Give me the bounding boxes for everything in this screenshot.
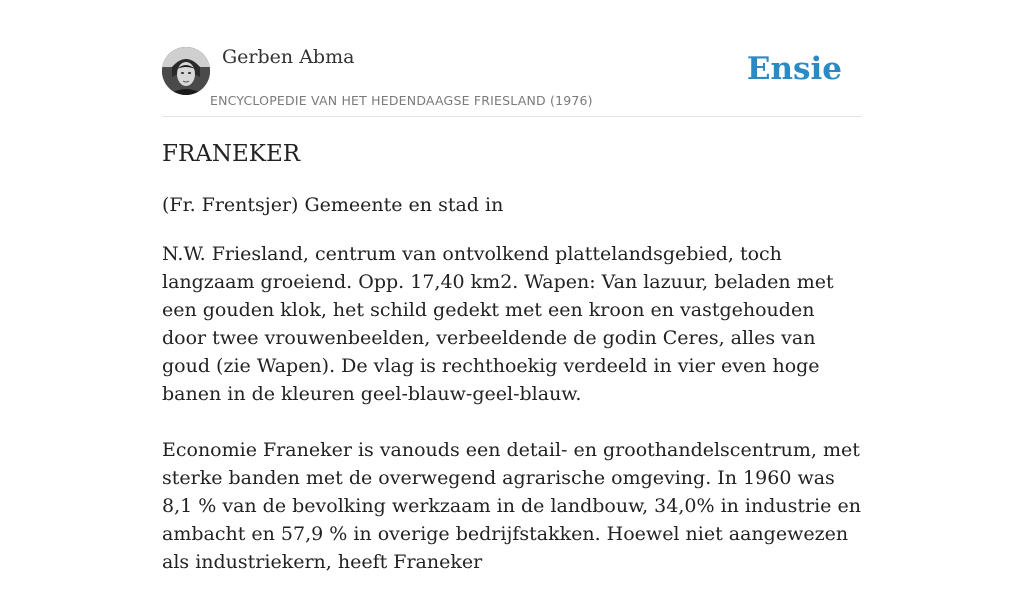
author-name[interactable]: Gerben Abma	[222, 46, 355, 68]
author-portrait-icon	[162, 47, 210, 95]
article-paragraph: Economie Franeker is vanouds een detail- en groothandelscentrum, met sterke banden met de overwegend agrarische omgeving. In 1960 was 8,1 % van de bevolking werkzaam in de landbouw, 34,0% in industrie en ambacht en 57,9 % in overige bedrijfstakken. Hoewel niet aangewezen als industriekern, heeft Franeker	[162, 439, 861, 573]
article-body	[162, 240, 862, 604]
article-header	[162, 0, 862, 117]
article-page	[162, 0, 862, 573]
article-paragraph: N.W. Friesland, centrum van ontvolkend plattelandsgebied, toch langzaam groeiend. Opp. 17,40 km2. Wapen: Van lazuur, beladen met een gouden klok, het schild gedekt met een kroon en vastgehouden door twee vrouwenbeelden, verbeeldende de godin Ceres, alles van goud (zie Wapen). De vlag is rechthoekig verdeeld in vier even hoge banen in de kleuren geel-blauw-geel-blauw.	[162, 243, 834, 405]
author-avatar[interactable]	[162, 47, 210, 95]
brand-logo[interactable]: Ensie	[746, 51, 842, 87]
article-lead: (Fr. Frentsjer) Gemeente en stad in	[162, 194, 504, 216]
article-title: FRANEKER	[162, 141, 301, 167]
source-label[interactable]: ENCYCLOPEDIE VAN HET HEDENDAAGSE FRIESLAND (1976)	[210, 93, 593, 108]
